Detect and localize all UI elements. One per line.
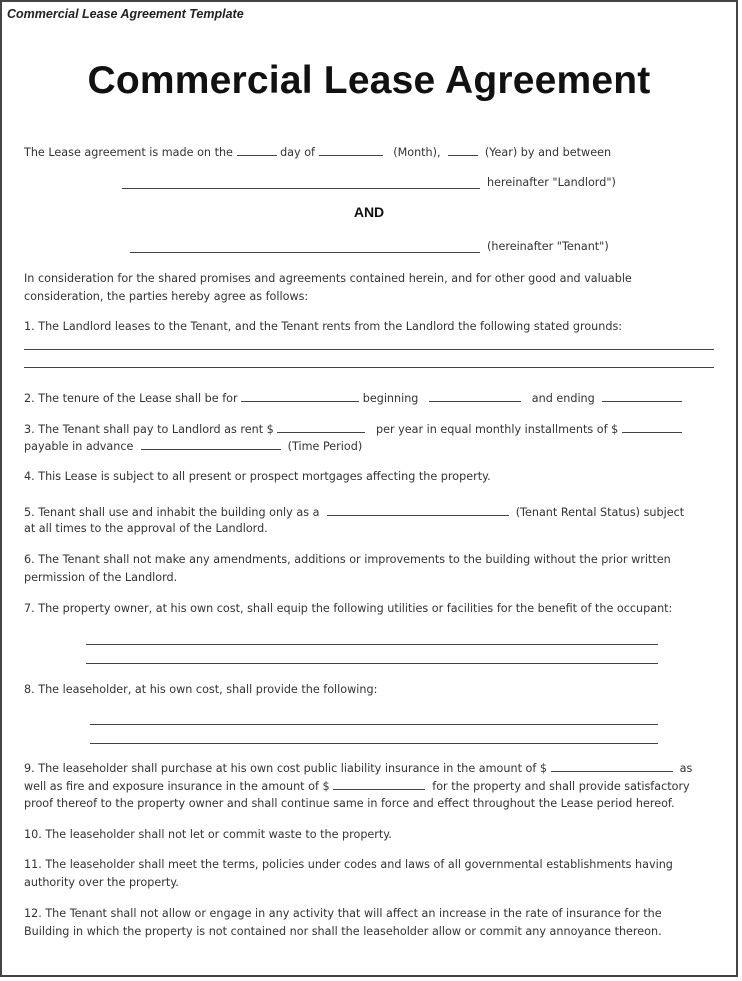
grounds-blank-1[interactable] xyxy=(24,349,714,350)
tenant-suffix: (hereinafter "Tenant") xyxy=(487,240,609,253)
clause-9-line-3: proof thereof to the property owner and shall continue same in force and effect throughout the Lease period hereof. xyxy=(24,797,675,810)
intro-line xyxy=(24,145,611,160)
clause-11-line-2: authority over the property. xyxy=(24,876,179,889)
clause-9-line-1 xyxy=(24,761,692,776)
clause-3-text-rent: 3. The Tenant shall pay to Landlord as rent $ xyxy=(24,423,274,436)
time-period-blank[interactable] xyxy=(141,439,281,450)
clause-5-line-2: at all times to the approval of the Landlord. xyxy=(24,522,268,535)
landlord-suffix: hereinafter "Landlord") xyxy=(487,176,616,189)
intro-text-day-of: day of xyxy=(280,146,315,159)
clause-11-line-1: 11. The leaseholder shall meet the terms, policies under codes and laws of all governmental establishments having xyxy=(24,858,673,871)
and-label: AND xyxy=(353,204,385,220)
clause-9-text-fire: well as fire and exposure insurance in the amount of $ xyxy=(24,780,330,793)
clause-9-text-liability: 9. The leaseholder shall purchase at his own cost public liability insurance in the amount of $ xyxy=(24,762,547,775)
consideration-line-1: In consideration for the shared promises and agreements contained herein, and for other good and valuable xyxy=(24,272,632,285)
clause-5-text-status: (Tenant Rental Status) subject xyxy=(515,506,685,519)
clause-2-text-tenure: 2. The tenure of the Lease shall be for xyxy=(24,392,238,405)
clause-2 xyxy=(24,391,682,406)
clause-1: 1. The Landlord leases to the Tenant, and the Tenant rents from the Landlord the following stated grounds: xyxy=(24,320,623,333)
template-label: Commercial Lease Agreement Template xyxy=(7,7,244,21)
clause-7: 7. The property owner, at his own cost, shall equip the following utilities or facilities for the benefit of the occupant: xyxy=(24,602,673,615)
monthly-installment-blank[interactable] xyxy=(622,422,682,433)
consideration-line-2: consideration, the parties hereby agree as follows: xyxy=(24,290,309,303)
clause-8: 8. The leaseholder, at his own cost, shall provide the following: xyxy=(24,683,378,696)
clause-12-line-2: Building in which the property is not contained nor shall the leaseholder allow or commit any annoyance thereon. xyxy=(24,925,662,938)
liability-amount-blank[interactable] xyxy=(551,761,673,772)
clause-5-text-use: 5. Tenant shall use and inhabit the building only as a xyxy=(24,506,320,519)
clause-10: 10. The leaseholder shall not let or commit waste to the property. xyxy=(24,828,392,841)
tenure-blank[interactable] xyxy=(241,391,359,402)
utilities-blank-2[interactable] xyxy=(86,663,658,664)
clause-5-line-1 xyxy=(24,505,684,520)
provisions-blank-1[interactable] xyxy=(90,724,658,725)
clause-3-text-monthly: per year in equal monthly installments of $ xyxy=(376,423,619,436)
grounds-blank-2[interactable] xyxy=(24,367,714,368)
end-date-blank[interactable] xyxy=(602,391,682,402)
utilities-blank-1[interactable] xyxy=(86,644,658,645)
clause-12-line-1: 12. The Tenant shall not allow or engage in any activity that will affect an increase in the rate of insurance for the xyxy=(24,907,662,920)
annual-rent-blank[interactable] xyxy=(277,422,365,433)
clause-3-text-advance: payable in advance xyxy=(24,440,134,453)
day-blank[interactable] xyxy=(237,145,277,156)
clause-6-line-2: permission of the Landlord. xyxy=(24,571,178,584)
clause-3-text-period: (Time Period) xyxy=(287,440,363,453)
clause-4: 4. This Lease is subject to all present or prospect mortgages affecting the property. xyxy=(24,470,491,483)
clause-2-text-ending: and ending xyxy=(531,392,595,405)
clause-9-line-2 xyxy=(24,779,690,794)
provisions-blank-2[interactable] xyxy=(90,743,658,744)
intro-text-made-on: The Lease agreement is made on the xyxy=(24,146,233,159)
tenant-name-blank[interactable] xyxy=(130,252,480,253)
clause-2-text-beginning: beginning xyxy=(362,392,419,405)
clause-9-text-as: as xyxy=(679,762,693,775)
document-title: Commercial Lease Agreement xyxy=(87,59,651,102)
clause-6-line-1: 6. The Tenant shall not make any amendments, additions or improvements to the building without the prior written xyxy=(24,553,671,566)
landlord-name-blank[interactable] xyxy=(122,188,480,189)
intro-text-year: (Year) by and between xyxy=(484,146,612,159)
clause-9-text-proof: for the property and shall provide satisfactory xyxy=(432,780,690,793)
intro-text-month: (Month), xyxy=(393,146,441,159)
fire-insurance-blank[interactable] xyxy=(333,779,425,790)
rental-status-blank[interactable] xyxy=(327,505,509,516)
month-blank[interactable] xyxy=(319,145,383,156)
clause-3-line-1 xyxy=(24,422,682,437)
begin-date-blank[interactable] xyxy=(429,391,521,402)
clause-3-line-2 xyxy=(24,439,362,454)
year-blank[interactable] xyxy=(448,145,478,156)
